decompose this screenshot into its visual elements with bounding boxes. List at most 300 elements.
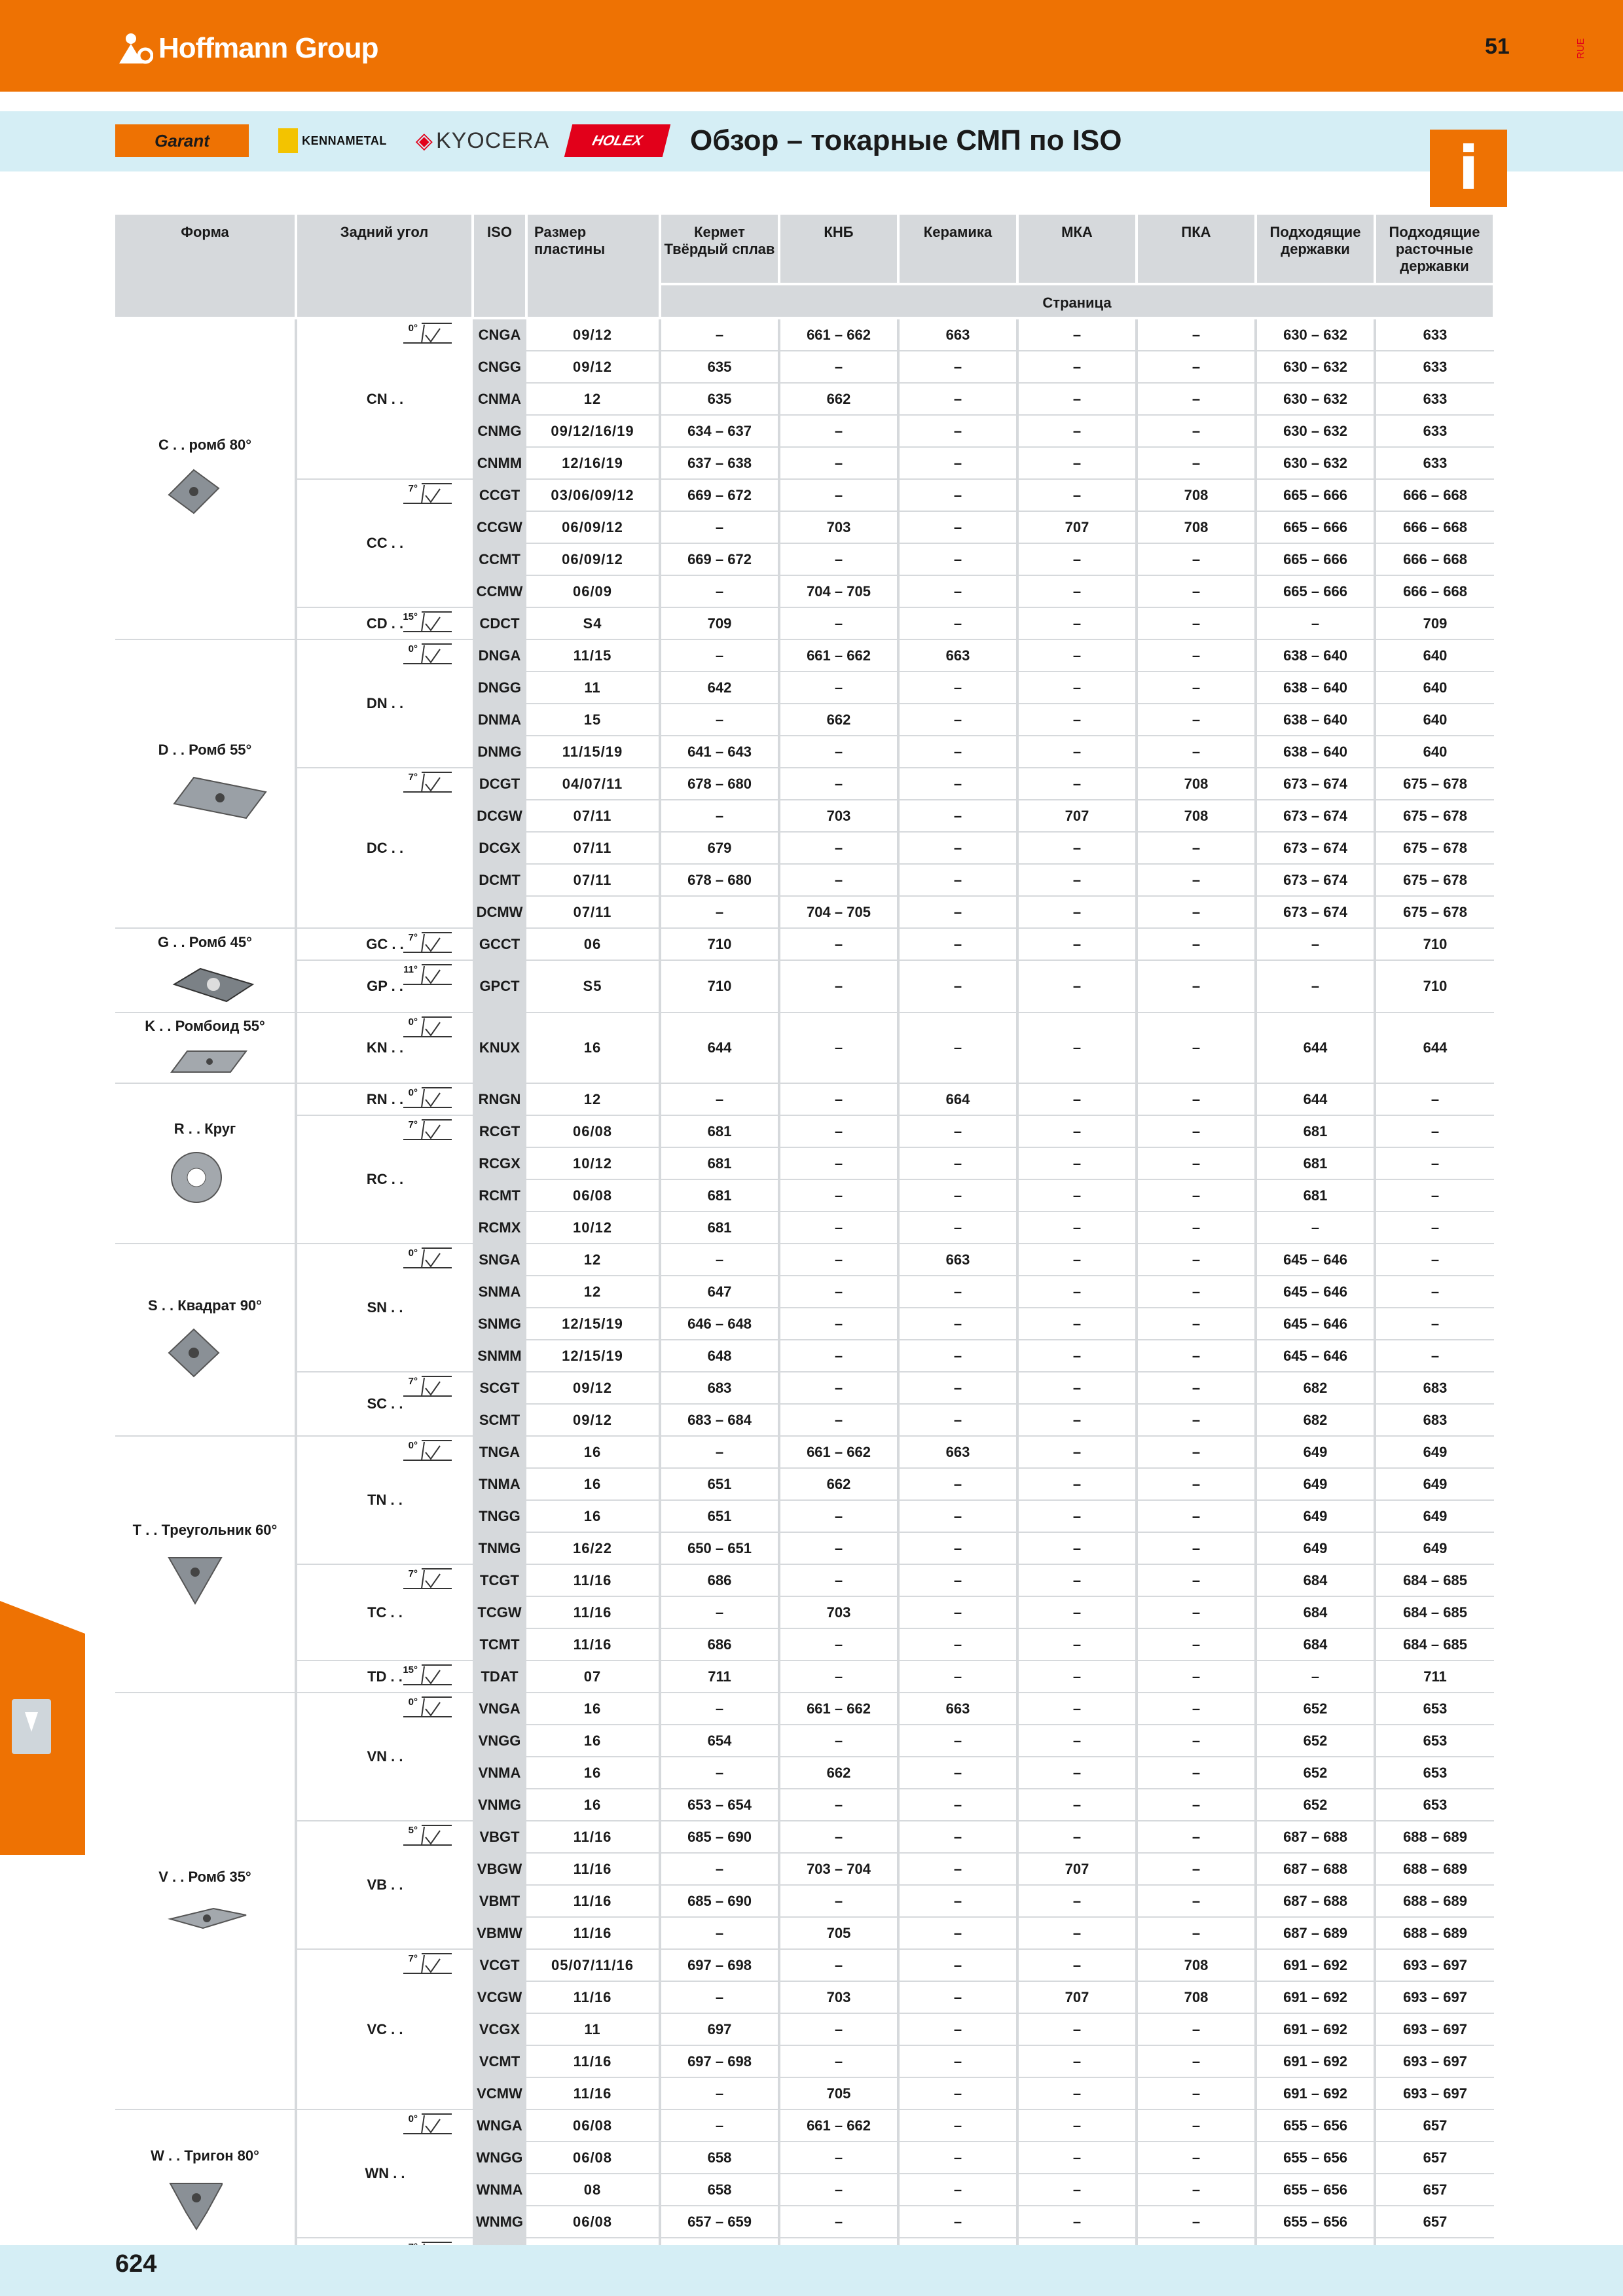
mka-page: – — [1017, 1628, 1137, 1660]
insert-size: 06/09 — [526, 575, 660, 607]
shape-cell — [115, 1693, 296, 2109]
iso-code[interactable]: DCGX — [473, 832, 526, 864]
boring-holder-page: 633 — [1375, 415, 1494, 447]
col-clearance: Задний угол — [296, 215, 473, 318]
holder-page: 649 — [1256, 1500, 1375, 1532]
insert-size: 05/07/11/16 — [526, 1949, 660, 1981]
clearance-angle-value: 15° — [403, 611, 418, 622]
clearance-angle-value: 0° — [408, 323, 418, 334]
pka-page: – — [1137, 1147, 1256, 1179]
pka-page: – — [1137, 1115, 1256, 1147]
table-row — [115, 1244, 1494, 1276]
cermet-page: – — [660, 800, 779, 832]
pka-page: 708 — [1137, 479, 1256, 511]
cbn-page: – — [779, 1949, 898, 1981]
holder-page: 673 – 674 — [1256, 768, 1375, 800]
cermet-page: 669 – 672 — [660, 543, 779, 575]
iso-code[interactable]: RCMX — [473, 1211, 526, 1244]
iso-code[interactable]: CNMM — [473, 447, 526, 479]
shape-name: C . . ромб 80° — [158, 437, 251, 453]
mka-page: – — [1017, 896, 1137, 928]
iso-code[interactable]: DNGG — [473, 672, 526, 704]
ceramic-page: 663 — [898, 639, 1017, 672]
iso-code[interactable]: VNMG — [473, 1789, 526, 1821]
cermet-page: 710 — [660, 928, 779, 960]
clearance-cell — [296, 1564, 473, 1660]
clearance-cell — [296, 1013, 473, 1083]
cermet-page: 653 – 654 — [660, 1789, 779, 1821]
cbn-page: 661 – 662 — [779, 1693, 898, 1725]
boring-holder-page: – — [1375, 1147, 1494, 1179]
boring-holder-page: 657 — [1375, 2174, 1494, 2206]
holder-page: 687 – 688 — [1256, 1885, 1375, 1917]
mka-page: – — [1017, 1725, 1137, 1757]
cermet-page: – — [660, 1596, 779, 1628]
iso-code[interactable]: SNMM — [473, 1340, 526, 1372]
clearance-cell — [296, 1115, 473, 1244]
clearance-code: SN . . — [367, 1299, 403, 1316]
cermet-page: 681 — [660, 1147, 779, 1179]
mka-page: – — [1017, 447, 1137, 479]
mka-page: – — [1017, 1372, 1137, 1404]
iso-code[interactable]: RNGN — [473, 1083, 526, 1115]
cermet-page: 686 — [660, 1628, 779, 1660]
iso-code[interactable]: SNGA — [473, 1244, 526, 1276]
holder-page: 681 — [1256, 1179, 1375, 1211]
clearance-angle-value: 7° — [408, 772, 418, 783]
ceramic-page: – — [898, 864, 1017, 896]
clearance-angle-icon — [402, 1439, 453, 1462]
cbn-page: – — [779, 1404, 898, 1436]
insert-size: 16 — [526, 1013, 660, 1083]
boring-holder-page: 675 – 678 — [1375, 800, 1494, 832]
mka-page: 707 — [1017, 511, 1137, 543]
holder-page: 630 – 632 — [1256, 383, 1375, 415]
boring-holder-page: 649 — [1375, 1532, 1494, 1564]
cermet-page: 634 – 637 — [660, 415, 779, 447]
iso-code[interactable]: VBGT — [473, 1821, 526, 1853]
insert-size: 09/12 — [526, 1404, 660, 1436]
boring-holder-page: 693 – 697 — [1375, 1981, 1494, 2013]
clearance-angle-icon — [402, 482, 453, 505]
brand-name: Hoffmann Group — [158, 32, 378, 64]
boring-holder-page: – — [1375, 1083, 1494, 1115]
mka-page: – — [1017, 1789, 1137, 1821]
holder-page: 652 — [1256, 1725, 1375, 1757]
ceramic-page: – — [898, 447, 1017, 479]
cbn-page: – — [779, 1660, 898, 1693]
iso-code[interactable]: VCMW — [473, 2077, 526, 2109]
pka-page: – — [1137, 639, 1256, 672]
pka-page: – — [1137, 896, 1256, 928]
iso-code[interactable]: WNGG — [473, 2142, 526, 2174]
cbn-page: – — [779, 2045, 898, 2077]
insert-size: 16/22 — [526, 1532, 660, 1564]
mka-page: – — [1017, 607, 1137, 639]
holder-page: 665 – 666 — [1256, 543, 1375, 575]
ceramic-page: – — [898, 607, 1017, 639]
boring-holder-page: 675 – 678 — [1375, 832, 1494, 864]
boring-holder-page: 693 – 697 — [1375, 2045, 1494, 2077]
rhombus-55-insert-icon — [168, 772, 272, 825]
cermet-page: – — [660, 639, 779, 672]
ceramic-page: – — [898, 2174, 1017, 2206]
pka-page: – — [1137, 1083, 1256, 1115]
iso-code[interactable]: VBGW — [473, 1853, 526, 1885]
pka-page: – — [1137, 1596, 1256, 1628]
ceramic-page: – — [898, 1885, 1017, 1917]
hoffmann-logo[interactable] — [117, 27, 378, 69]
cermet-page: 697 – 698 — [660, 1949, 779, 1981]
iso-code[interactable]: RCGT — [473, 1115, 526, 1147]
holder-page: 638 – 640 — [1256, 704, 1375, 736]
mka-page: – — [1017, 736, 1137, 768]
clearance-angle-icon — [402, 2113, 453, 2135]
cbn-page: – — [779, 479, 898, 511]
iso-code[interactable]: SCMT — [473, 1404, 526, 1436]
cbn-page: – — [779, 1532, 898, 1564]
iso-code[interactable]: TNMG — [473, 1532, 526, 1564]
iso-code[interactable]: VNMA — [473, 1757, 526, 1789]
mka-page: – — [1017, 383, 1137, 415]
shape-name: D . . Ромб 55° — [158, 741, 252, 758]
boring-holder-page: 709 — [1375, 607, 1494, 639]
info-icon[interactable]: i — [1430, 130, 1507, 207]
cermet-page: 685 – 690 — [660, 1885, 779, 1917]
mka-page: – — [1017, 318, 1137, 351]
cermet-page: 635 — [660, 383, 779, 415]
insert-size: 16 — [526, 1725, 660, 1757]
clearance-code: GC . . — [366, 935, 404, 952]
mka-page: – — [1017, 1404, 1137, 1436]
clearance-cell — [296, 1436, 473, 1564]
cbn-page: – — [779, 736, 898, 768]
pka-page: – — [1137, 1372, 1256, 1404]
cermet-page: – — [660, 1917, 779, 1949]
mka-page: – — [1017, 832, 1137, 864]
holder-page: 645 – 646 — [1256, 1340, 1375, 1372]
iso-code[interactable]: VNGG — [473, 1725, 526, 1757]
pka-page: – — [1137, 1340, 1256, 1372]
ceramic-page: – — [898, 1211, 1017, 1244]
cermet-page: 646 – 648 — [660, 1308, 779, 1340]
pka-page: – — [1137, 1244, 1256, 1276]
iso-code[interactable]: TDAT — [473, 1660, 526, 1693]
iso-code[interactable]: TNGA — [473, 1436, 526, 1468]
iso-code[interactable]: GPCT — [473, 960, 526, 1013]
mka-page: – — [1017, 2013, 1137, 2045]
mka-page: 707 — [1017, 1853, 1137, 1885]
cermet-page: 644 — [660, 1013, 779, 1083]
cbn-page: 662 — [779, 383, 898, 415]
iso-code[interactable]: CNGG — [473, 351, 526, 383]
iso-code[interactable]: DCMW — [473, 896, 526, 928]
iso-code[interactable]: CNGA — [473, 318, 526, 351]
iso-code[interactable]: VBMW — [473, 1917, 526, 1949]
boring-holder-page: 675 – 678 — [1375, 768, 1494, 800]
iso-code[interactable]: TCGW — [473, 1596, 526, 1628]
ceramic-page: – — [898, 1628, 1017, 1660]
kennametal-logo: KENNAMETAL — [267, 124, 398, 157]
mka-page: – — [1017, 1115, 1137, 1147]
pka-page: – — [1137, 1211, 1256, 1244]
holder-page: 655 – 656 — [1256, 2142, 1375, 2174]
mka-page: – — [1017, 1211, 1137, 1244]
iso-code[interactable]: CCMT — [473, 543, 526, 575]
holder-page: 665 – 666 — [1256, 479, 1375, 511]
iso-code[interactable]: CNMA — [473, 383, 526, 415]
insert-size: 11/16 — [526, 1628, 660, 1660]
iso-code[interactable]: DNMG — [473, 736, 526, 768]
pka-page: – — [1137, 1821, 1256, 1853]
cermet-page: 685 – 690 — [660, 1821, 779, 1853]
clearance-code: DN . . — [366, 695, 404, 711]
table-row — [115, 1949, 1494, 1981]
boring-holder-page: 675 – 678 — [1375, 864, 1494, 896]
mka-page: – — [1017, 928, 1137, 960]
col-size: Размер пластины — [526, 215, 660, 318]
insert-size: 06/08 — [526, 2142, 660, 2174]
mka-page: – — [1017, 1596, 1137, 1628]
iso-code[interactable]: DNMA — [473, 704, 526, 736]
boring-holder-page: 684 – 685 — [1375, 1596, 1494, 1628]
boring-holder-page: 688 – 689 — [1375, 1853, 1494, 1885]
boring-holder-page: 653 — [1375, 1693, 1494, 1725]
clearance-angle-icon — [402, 1016, 453, 1038]
iso-code[interactable]: CCMW — [473, 575, 526, 607]
boring-holder-page: 675 – 678 — [1375, 896, 1494, 928]
holder-page: 687 – 688 — [1256, 1821, 1375, 1853]
clearance-angle-icon — [402, 1664, 453, 1686]
clearance-cell — [296, 1821, 473, 1949]
cbn-page: 661 – 662 — [779, 639, 898, 672]
holder-page: 681 — [1256, 1147, 1375, 1179]
cbn-page: – — [779, 447, 898, 479]
boring-holder-page: 649 — [1375, 1468, 1494, 1500]
ceramic-page: – — [898, 960, 1017, 1013]
ceramic-page: – — [898, 1949, 1017, 1981]
round-insert-icon — [168, 1151, 227, 1205]
ceramic-page: – — [898, 1917, 1017, 1949]
ceramic-page: – — [898, 928, 1017, 960]
ceramic-page: – — [898, 479, 1017, 511]
iso-code[interactable]: WNGA — [473, 2109, 526, 2142]
insert-size: 11/16 — [526, 1564, 660, 1596]
iso-code[interactable]: TNMA — [473, 1468, 526, 1500]
iso-code[interactable]: VCMT — [473, 2045, 526, 2077]
holder-page: 673 – 674 — [1256, 864, 1375, 896]
clearance-cell — [296, 928, 473, 960]
cbn-page: – — [779, 1500, 898, 1532]
mka-page: – — [1017, 479, 1137, 511]
iso-code[interactable]: SNMA — [473, 1276, 526, 1308]
clearance-cell — [296, 607, 473, 639]
holder-page: 630 – 632 — [1256, 318, 1375, 351]
iso-code[interactable]: WNMA — [473, 2174, 526, 2206]
iso-code[interactable]: CCGT — [473, 479, 526, 511]
iso-code[interactable]: RCMT — [473, 1179, 526, 1211]
ceramic-page: – — [898, 1789, 1017, 1821]
shape-name: V . . Ромб 35° — [158, 1868, 251, 1885]
pka-page: – — [1137, 1725, 1256, 1757]
insert-size: 06/08 — [526, 1179, 660, 1211]
ceramic-page: – — [898, 1660, 1017, 1693]
mka-page: – — [1017, 1340, 1137, 1372]
mka-page: – — [1017, 415, 1137, 447]
ceramic-page: – — [898, 1468, 1017, 1500]
mka-page: – — [1017, 672, 1137, 704]
cbn-page: – — [779, 1115, 898, 1147]
ceramic-page: – — [898, 2013, 1017, 2045]
cbn-page: – — [779, 1179, 898, 1211]
ceramic-page: – — [898, 1276, 1017, 1308]
ceramic-page: – — [898, 2045, 1017, 2077]
mka-page: – — [1017, 543, 1137, 575]
insert-size: 11/16 — [526, 1981, 660, 2013]
cermet-page: – — [660, 1083, 779, 1115]
iso-code[interactable]: DNGA — [473, 639, 526, 672]
ceramic-page: – — [898, 896, 1017, 928]
cbn-page: 704 – 705 — [779, 896, 898, 928]
pka-page: – — [1137, 383, 1256, 415]
ceramic-page: – — [898, 511, 1017, 543]
iso-code[interactable]: VNGA — [473, 1693, 526, 1725]
pka-page: – — [1137, 960, 1256, 1013]
mka-page: – — [1017, 1949, 1137, 1981]
pka-page: – — [1137, 2109, 1256, 2142]
iso-code[interactable]: VCGT — [473, 1949, 526, 1981]
iso-code[interactable]: SNMG — [473, 1308, 526, 1340]
boring-holder-page: 649 — [1375, 1436, 1494, 1468]
clearance-cell — [296, 1693, 473, 1821]
iso-code[interactable]: RCGX — [473, 1147, 526, 1179]
iso-code[interactable]: SCGT — [473, 1372, 526, 1404]
cbn-page: – — [779, 1308, 898, 1340]
ceramic-page: 663 — [898, 318, 1017, 351]
insert-size: 03/06/09/12 — [526, 479, 660, 511]
ceramic-page: – — [898, 543, 1017, 575]
insert-size: 06/08 — [526, 2109, 660, 2142]
pka-page: – — [1137, 318, 1256, 351]
col-ceramic: Керамика — [898, 215, 1017, 284]
cermet-page: 683 — [660, 1372, 779, 1404]
cermet-page: – — [660, 2077, 779, 2109]
insert-size: 16 — [526, 1500, 660, 1532]
insert-size: 16 — [526, 1757, 660, 1789]
cbn-page: – — [779, 543, 898, 575]
ceramic-page: – — [898, 2206, 1017, 2238]
iso-code[interactable]: DCMT — [473, 864, 526, 896]
pka-page: – — [1137, 2206, 1256, 2238]
mka-page: – — [1017, 1821, 1137, 1853]
cermet-page: 678 – 680 — [660, 864, 779, 896]
insert-size: 06/08 — [526, 2206, 660, 2238]
iso-code[interactable]: CDCT — [473, 607, 526, 639]
boring-holder-page: 657 — [1375, 2206, 1494, 2238]
iso-inserts-table — [115, 215, 1495, 2270]
iso-code[interactable]: TCMT — [473, 1628, 526, 1660]
shape-cell — [115, 1436, 296, 1693]
mka-page: – — [1017, 2206, 1137, 2238]
iso-code[interactable]: KNUX — [473, 1013, 526, 1083]
ceramic-page: – — [898, 1179, 1017, 1211]
iso-code[interactable]: CCGW — [473, 511, 526, 543]
cbn-page: 703 — [779, 800, 898, 832]
holder-page: 691 – 692 — [1256, 2045, 1375, 2077]
table-row — [115, 1115, 1494, 1147]
iso-code[interactable]: VCGX — [473, 2013, 526, 2045]
clearance-code: TC . . — [367, 1604, 403, 1621]
trigon-80-insert-icon — [168, 2178, 223, 2231]
iso-code[interactable]: GCCT — [473, 928, 526, 960]
mka-page: – — [1017, 2077, 1137, 2109]
cermet-page: 686 — [660, 1564, 779, 1596]
clearance-angle-icon — [402, 1119, 453, 1141]
mka-page: – — [1017, 1147, 1137, 1179]
cermet-page: – — [660, 2109, 779, 2142]
insert-size: S4 — [526, 607, 660, 639]
cbn-page: – — [779, 1244, 898, 1276]
mka-page: – — [1017, 960, 1137, 1013]
table-row — [115, 960, 1494, 1013]
iso-code[interactable]: DCGT — [473, 768, 526, 800]
cermet-page: – — [660, 896, 779, 928]
clearance-angle-value: 0° — [408, 1087, 418, 1098]
cbn-page: 703 — [779, 1596, 898, 1628]
pka-page: – — [1137, 1436, 1256, 1468]
iso-code[interactable]: WNMG — [473, 2206, 526, 2238]
iso-code[interactable]: DCGW — [473, 800, 526, 832]
iso-code[interactable]: VCGW — [473, 1981, 526, 2013]
clearance-code: GP . . — [367, 978, 403, 994]
shape-name: W . . Тригон 80° — [151, 2147, 259, 2164]
mka-page: – — [1017, 1757, 1137, 1789]
insert-size: 11/16 — [526, 1885, 660, 1917]
iso-code[interactable]: VBMT — [473, 1885, 526, 1917]
cbn-page: – — [779, 1789, 898, 1821]
ceramic-page: – — [898, 1500, 1017, 1532]
clearance-angle-value: 5° — [408, 1825, 418, 1836]
clearance-code: VB . . — [367, 1876, 403, 1893]
table-row — [115, 639, 1494, 672]
holder-page: 645 – 646 — [1256, 1244, 1375, 1276]
iso-code[interactable]: CNMG — [473, 415, 526, 447]
iso-code[interactable]: TNGG — [473, 1500, 526, 1532]
cbn-page: 662 — [779, 1468, 898, 1500]
shape-cell — [115, 318, 296, 639]
insert-size: 11/16 — [526, 2045, 660, 2077]
rhomboid-55-insert-icon — [168, 1049, 250, 1076]
ceramic-page: 663 — [898, 1436, 1017, 1468]
pka-page: – — [1137, 1564, 1256, 1596]
footer-band — [0, 2245, 1623, 2296]
pka-page: – — [1137, 1500, 1256, 1532]
mka-page: – — [1017, 1564, 1137, 1596]
clearance-angle-icon — [402, 1086, 453, 1109]
insert-size: 12/15/19 — [526, 1308, 660, 1340]
holder-page: – — [1256, 928, 1375, 960]
cermet-page: – — [660, 704, 779, 736]
insert-size: 06/09/12 — [526, 543, 660, 575]
cermet-page: 678 – 680 — [660, 768, 779, 800]
holder-page: 691 – 692 — [1256, 1949, 1375, 1981]
cbn-page: – — [779, 1340, 898, 1372]
ceramic-page: – — [898, 1821, 1017, 1853]
iso-code[interactable]: TCGT — [473, 1564, 526, 1596]
boring-holder-page: 644 — [1375, 1013, 1494, 1083]
col-pka: ПКА — [1137, 215, 1256, 284]
boring-holder-page: 640 — [1375, 736, 1494, 768]
